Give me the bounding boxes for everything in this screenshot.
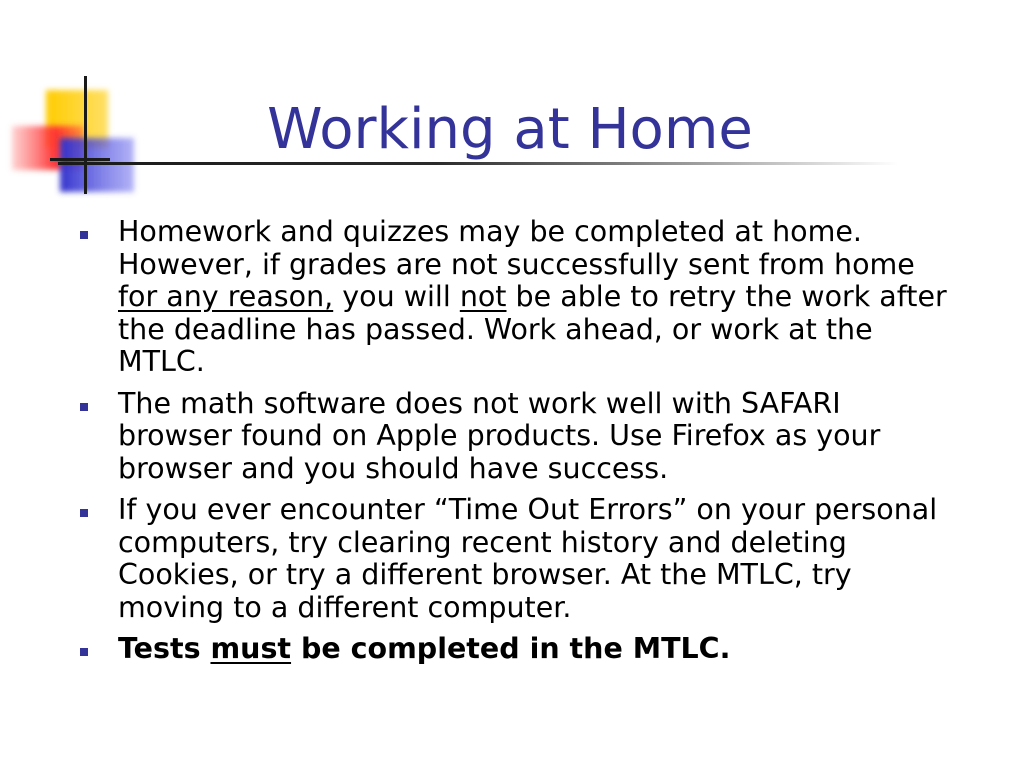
- square-bullet-icon: [80, 509, 88, 517]
- bullet-item: [76, 216, 956, 379]
- bullet-item: [76, 388, 956, 486]
- slide-title: Working at Home: [267, 97, 753, 162]
- bullet-text: Homework and quizzes may be completed at home. However, if grades are not successfully sent from home for any reason, you will not be able to retry the work after the deadline has passed. Work ahead, or work at the MTLC.: [118, 215, 947, 378]
- bullet-text: Tests must be completed in the MTLC.: [118, 632, 731, 665]
- bullet-item: [76, 494, 956, 624]
- bullet-text: If you ever encounter “Time Out Errors” on your personal computers, try clearing recent history and deleting Cookies, or try a different browser. At the MTLC, try moving to a different computer.: [118, 493, 938, 624]
- square-bullet-icon: [80, 403, 88, 411]
- underlined-phrase: for any reason,: [118, 280, 334, 313]
- bullet-text: The math software does not work well with SAFARI browser found on Apple products. Use Firefox as your browser and you should have success.: [118, 386, 881, 485]
- underlined-word: must: [210, 632, 292, 665]
- bullet-item: [76, 633, 956, 666]
- bullet-list: [76, 216, 956, 675]
- corner-logo-icon: [0, 0, 150, 200]
- square-bullet-icon: [80, 648, 88, 656]
- underlined-word: not: [459, 280, 507, 313]
- square-bullet-icon: [80, 231, 88, 239]
